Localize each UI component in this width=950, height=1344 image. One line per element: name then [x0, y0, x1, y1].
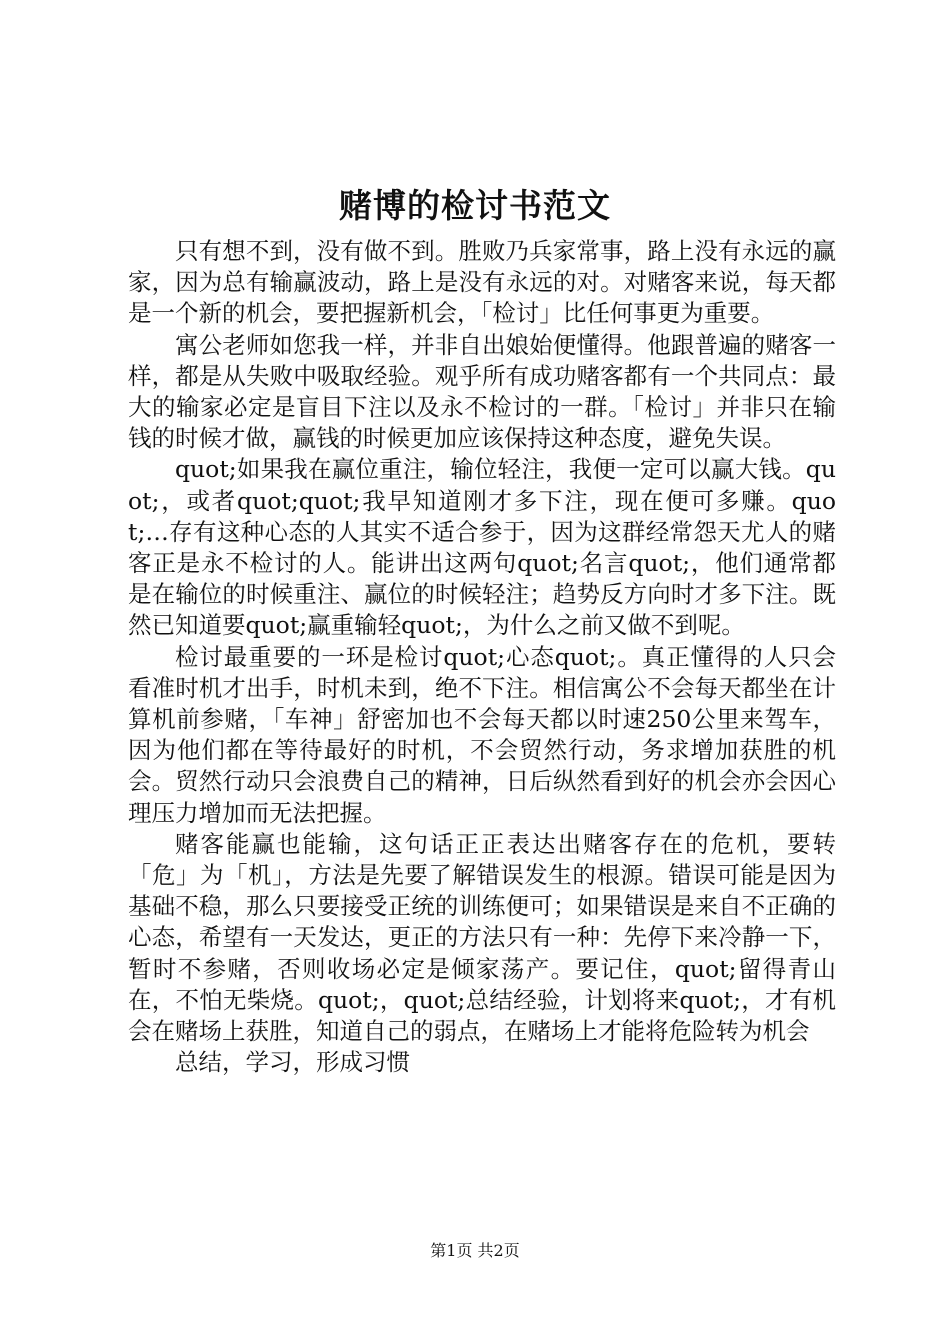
- document-body: [128, 236, 836, 1078]
- paragraph-5: 赌客能赢也能输，这句话正正表达出赌客存在的危机，要转「危」为「机」，方法是先要了解错误发生的根源。错误可能是因为基础不稳，那么只要接受正统的训练便可；如果错误是来自不正确的心态，希望有一天发达，更正的方法只有一种：先停下来冷静一下，暂时不参赌，否则收场必定是倾家荡产。要记住，quot;留得青山在，不怕无柴烧。quot;，quot;总结经验，计划将来quot;，才有机会在赌场上获胜，知道自己的弱点，在赌场上才能将危险转为机会: [128, 829, 836, 1046]
- paragraph-6: 总结，学习，形成习惯: [175, 1048, 410, 1077]
- paragraph-2: 寓公老师如您我一样，并非自出娘始便懂得。他跟普遍的赌客一样，都是从失败中吸取经验。观乎所有成功赌客都有一个共同点：最大的输家必定是盲目下注以及永不检讨的一群。「检讨」并非只在输钱的时候才做，赢钱的时候更加应该保持这种态度，避免失误。: [128, 330, 836, 453]
- paragraph-3: quot;如果我在赢位重注，输位轻注，我便一定可以赢大钱。quot;，或者quot;quot;我早知道刚才多下注，现在便可多赚。quot;…存有这种心态的人其实不适合参于，因为这群经常怨天尤人的赌客正是永不检讨的人。能讲出这两句quot;名言quot;，他们通常都是在输位的时候重注、赢位的时候轻注；趋势反方向时才多下注。既然已知道要quot;赢重输轻quot;，为什么之前又做不到呢。: [128, 455, 836, 640]
- document-title: 赌博的检讨书范文: [339, 186, 611, 225]
- page-number-footer: 第1页 共2页: [430, 1241, 520, 1260]
- paragraph-4: 检讨最重要的一环是检讨quot;心态quot;。真正懂得的人只会看准时机才出手，时机未到，绝不下注。相信寓公不会每天都坐在计算机前参赌，「车神」舒密加也不会每天都以时速250公里来驾车，因为他们都在等待最好的时机，不会贸然行动，务求增加获胜的机会。贸然行动只会浪费自己的精神，日后纵然看到好的机会亦会因心理压力增加而无法把握。: [128, 642, 836, 827]
- paragraph-1: 只有想不到，没有做不到。胜败乃兵家常事，路上没有永远的赢家，因为总有输赢波动，路上是没有永远的对。对赌客来说，每天都是一个新的机会，要把握新机会，「检讨」比任何事更为重要。: [128, 237, 836, 328]
